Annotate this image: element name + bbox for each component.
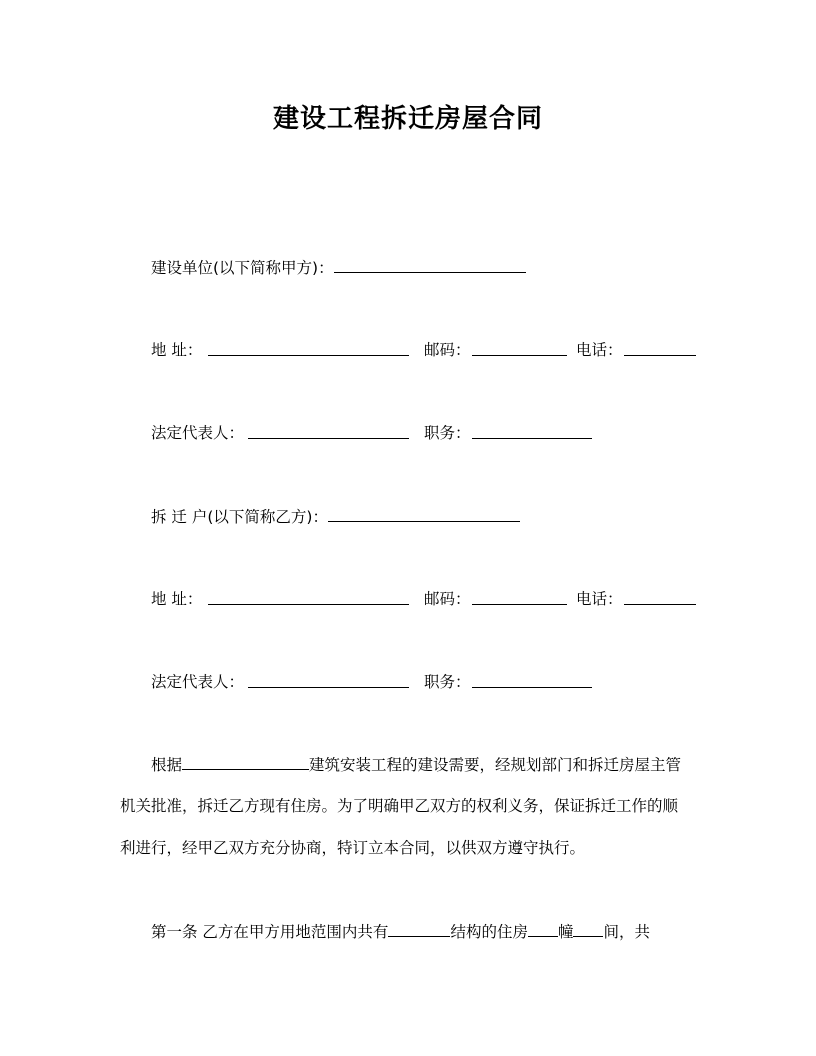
party-b-rep-blank[interactable] — [248, 671, 409, 688]
party-a-postcode-label: 邮码： — [424, 341, 471, 359]
party-b-address-row — [151, 588, 711, 610]
party-a-phone-label: 电话： — [576, 341, 623, 359]
party-a-address-label: 地 址： — [151, 341, 203, 359]
party-a-label: 建设单位(以下简称甲方)： — [151, 259, 334, 277]
preamble-text-2: 建筑安装工程的建设需要，经规划部门和拆迁房屋主管 — [309, 756, 682, 774]
party-b-position-label: 职务： — [424, 673, 471, 691]
preamble-line-3: 利进行，经甲乙双方充分协商，特订立本合同，以供双方遵守执行。 — [120, 839, 586, 857]
preamble-text-1: 根据 — [151, 756, 183, 774]
party-b-postcode-label: 邮码： — [424, 590, 471, 608]
article-1-text-4: 间，共 — [603, 923, 650, 941]
party-b-rep-label: 法定代表人： — [151, 673, 245, 691]
room-count-blank[interactable] — [573, 920, 603, 937]
party-b-address-blank[interactable] — [208, 588, 409, 605]
party-a-position-blank[interactable] — [472, 422, 592, 439]
party-a-address-row — [151, 339, 711, 361]
document-title: 建设工程拆迁房屋合同 — [272, 104, 543, 134]
party-a-name-blank[interactable] — [334, 256, 526, 273]
party-b-name-blank[interactable] — [328, 505, 520, 522]
article-1-text-2: 结构的住房 — [450, 923, 528, 941]
building-count-blank[interactable] — [528, 920, 558, 937]
party-b-address-label: 地 址： — [151, 590, 203, 608]
party-b-row — [151, 505, 520, 527]
article-1-line — [151, 920, 650, 942]
preamble-line-1 — [151, 753, 681, 775]
party-b-phone-blank[interactable] — [624, 588, 696, 605]
preamble-line-2: 机关批准，拆迁乙方现有住房。为了明确甲乙双方的权利义务，保证拆迁工作的顺 — [120, 797, 679, 815]
article-1-text-3: 幢 — [557, 923, 574, 941]
party-a-rep-blank[interactable] — [248, 422, 409, 439]
article-1-text-1: 第一条 乙方在甲方用地范围内共有 — [151, 923, 389, 941]
party-a-phone-blank[interactable] — [624, 339, 696, 356]
party-a-address-blank[interactable] — [208, 339, 409, 356]
structure-type-blank[interactable] — [388, 920, 450, 937]
party-b-position-blank[interactable] — [472, 671, 592, 688]
party-a-position-label: 职务： — [424, 424, 471, 442]
party-a-rep-label: 法定代表人： — [151, 424, 245, 442]
project-name-blank[interactable] — [182, 753, 309, 770]
party-b-postcode-blank[interactable] — [472, 588, 567, 605]
party-a-row — [151, 256, 526, 278]
party-b-rep-row — [151, 671, 711, 693]
party-a-rep-row — [151, 422, 711, 444]
party-b-phone-label: 电话： — [576, 590, 623, 608]
party-b-label: 拆 迁 户(以下简称乙方)： — [151, 508, 328, 526]
party-a-postcode-blank[interactable] — [472, 339, 567, 356]
